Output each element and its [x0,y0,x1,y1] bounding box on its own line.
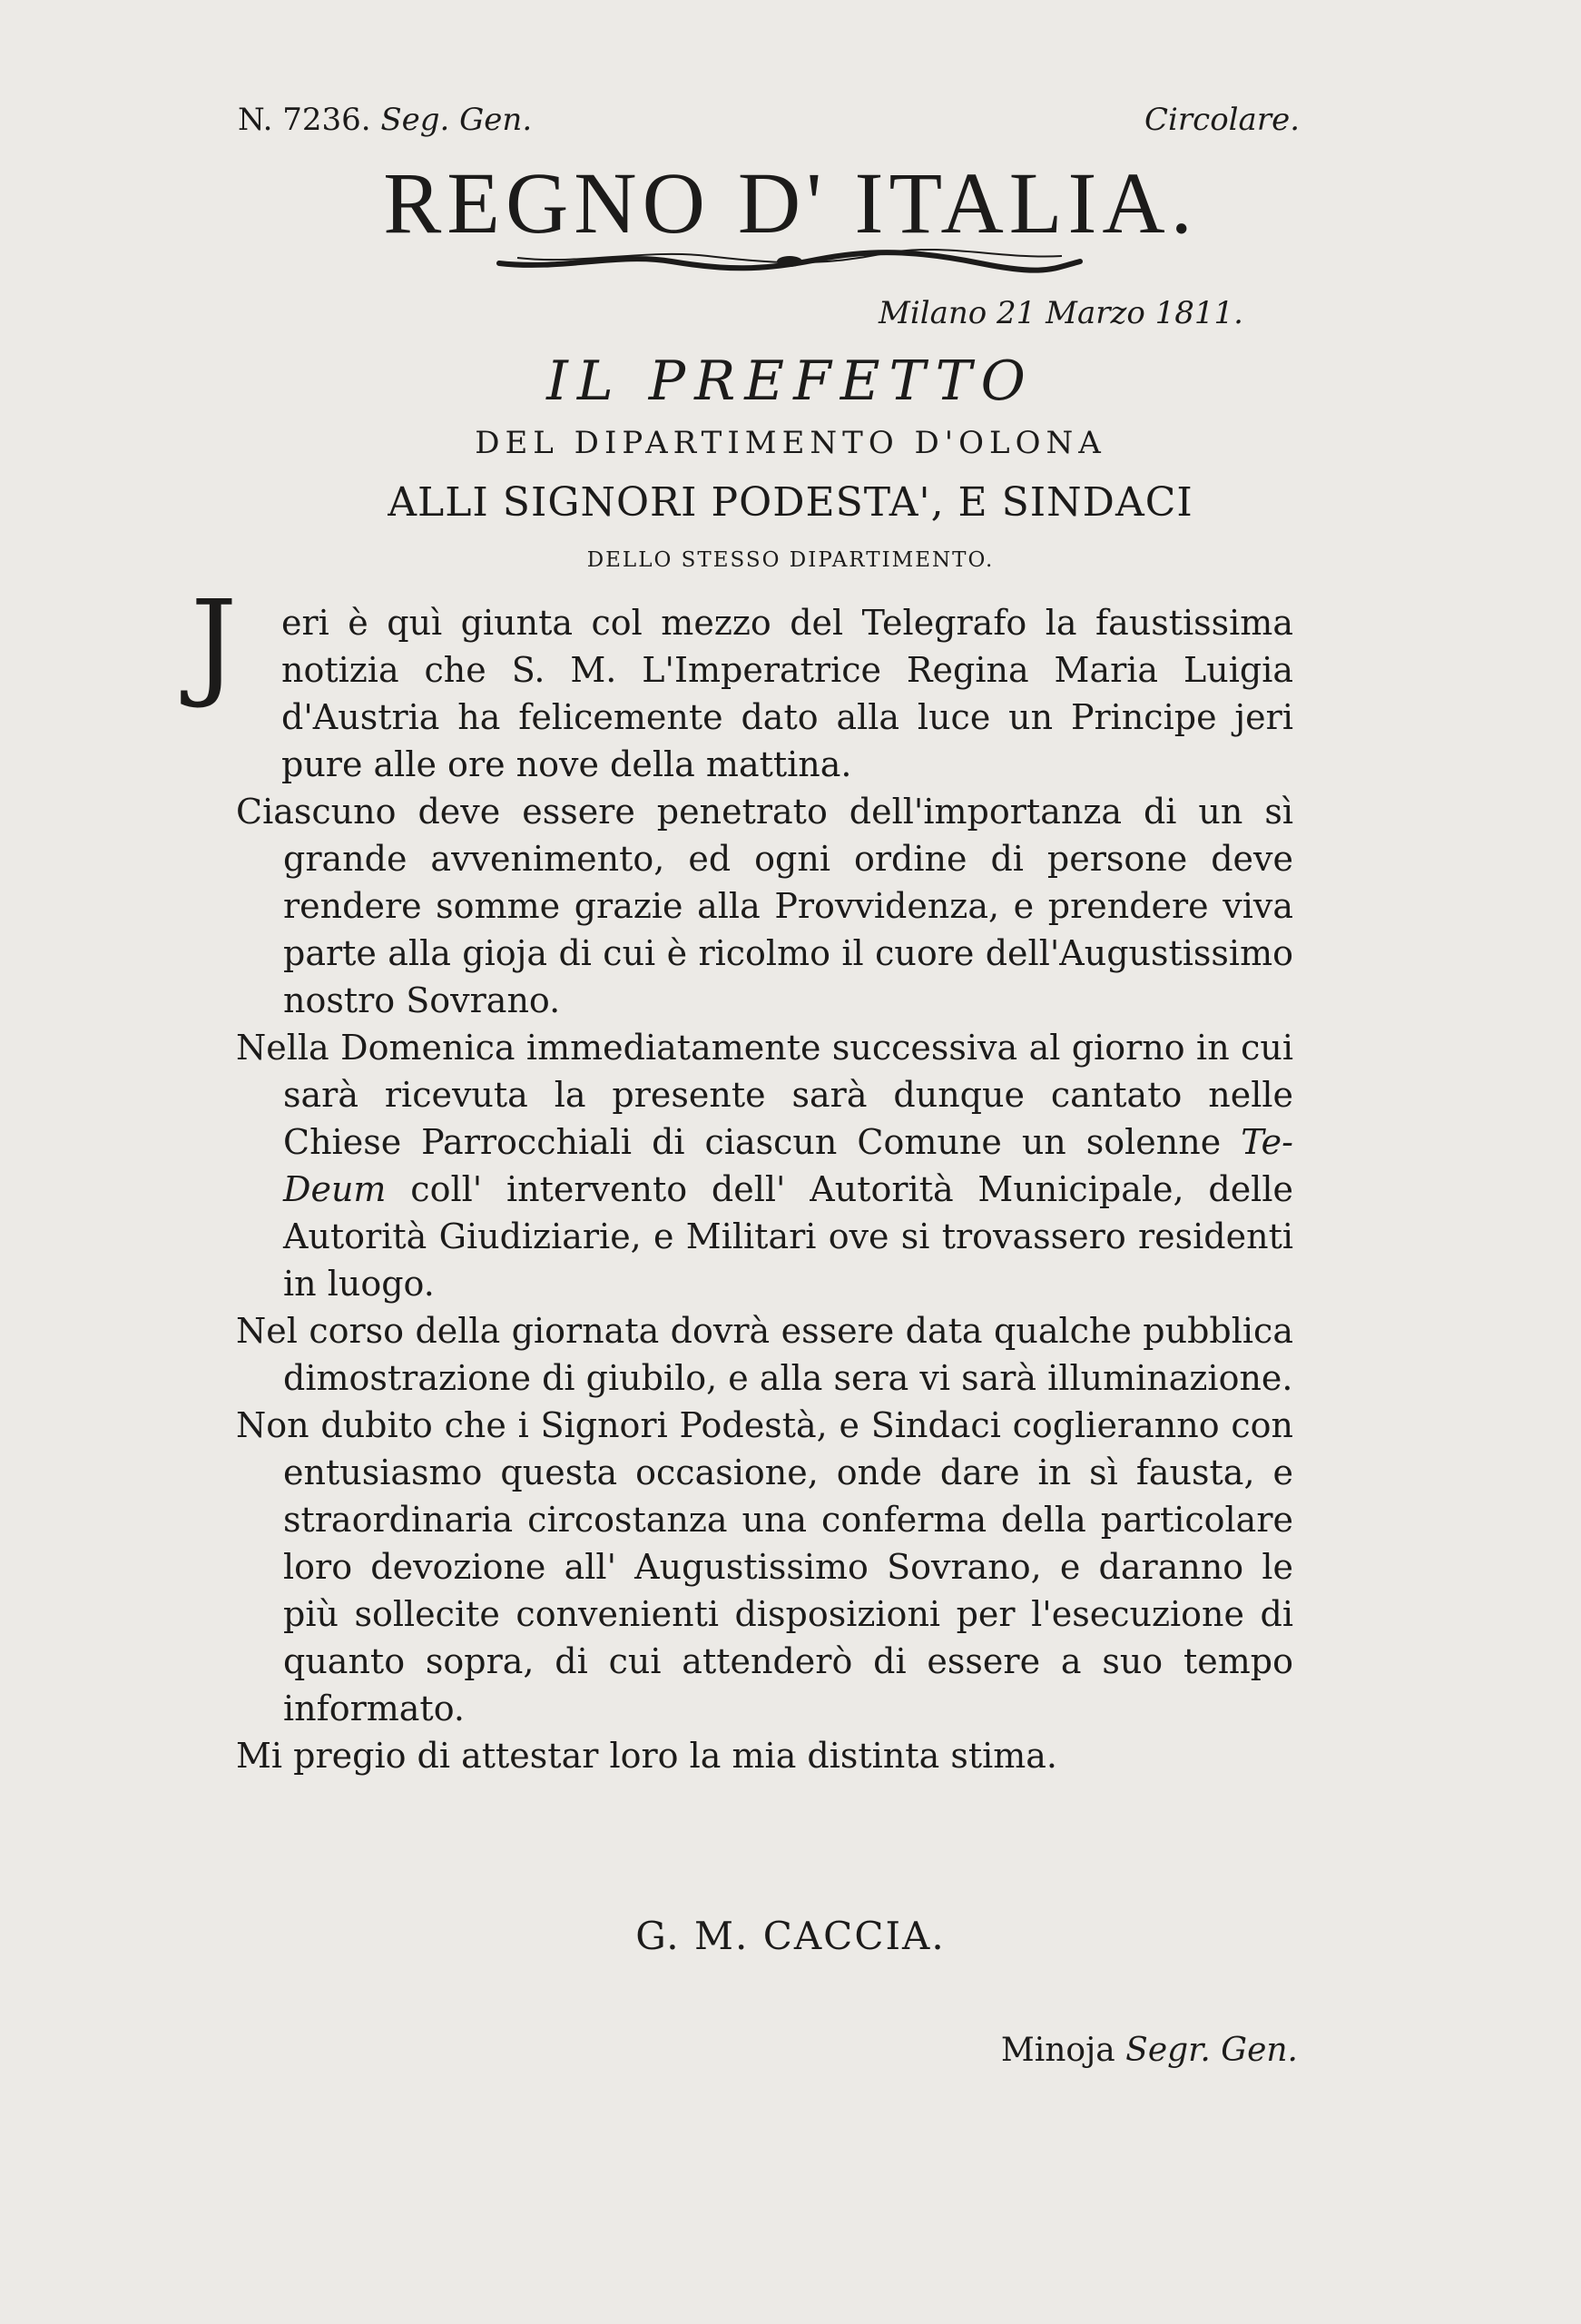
paragraph-6: Mi pregio di attestar loro la mia distinta stima. [236,1736,1058,1776]
drop-cap: J [191,576,238,712]
paragraph-1-text: eri è quì giunta col mezzo del Telegrafo la faustissima notizia che S. M. L'Imperatrice Regina Maria Luigia d'Austria ha felicemente dato alla luce un Principe jeri pure alle ore nove della mattina. [281,603,1293,784]
paragraph-3-text-a: Nella Domenica immediatamente successiva al giorno in cui sarà ricevuta la presente sarà dunque cantato nelle Chiese Parrocchiali di ciascun Comune un solenne [236,1028,1293,1162]
paragraph-1 [191,576,1293,788]
issuer-department: DEL DIPARTIMENTO D'OLONA [475,425,1106,461]
protocol-number: N. 7236. [238,102,371,138]
addressees-subheading: DELLO STESSO DIPARTIMENTO. [586,548,995,572]
paragraph-3-text-b: coll' intervento dell' Autorità Municipale, delle Autorità Giudiziarie, e Militari ove si trovassero residenti in luogo. [283,1169,1293,1304]
reference-number [238,102,532,138]
te-deum-emphasis: Te-Deum [283,1122,1293,1209]
paragraph-4: Nel corso della giornata dovrà essere data qualche pubblica dimostrazione di giubilo, e alla sera vi sarà illuminazione. [236,1311,1293,1398]
paragraph-3 [236,1024,1293,1307]
page-title: REGNO D' ITALIA. [383,154,1198,251]
paragraph-2: Ciascuno deve essere penetrato dell'importanza di un sì grande avvenimento, ed ogni ordine di persone deve rendere somme grazie alla Provvidenza, e prendere viva parte alla gioja di cui è ricolmo il cuore dell'Augustissimo nostro Sovrano. [236,792,1293,1020]
paragraph-5: Non dubito che i Signori Podestà, e Sindaci coglieranno con entusiasmo questa occasione, onde dare in sì fausta, e straordinaria circostanza una conferma della particolare loro devozione all' Augustissimo Sovrano, e daranno le più sollecite convenienti disposizioni per l'esecuzione di quanto sopra, di cui attenderò di essere a suo tempo informato. [236,1405,1293,1728]
signature: G. M. CACCIA. [635,1914,946,1958]
header-row [238,102,1300,147]
ornament-divider-icon [490,243,1089,280]
issuer-title: IL PREFETTO [546,350,1035,413]
secretary-line [1001,2032,1298,2069]
secretary-name: Minoja [1000,2032,1115,2069]
office-label: Seg. Gen. [380,102,533,138]
circular-body [191,576,1293,1779]
date-place: Milano 21 Marzo 1811. [879,295,1243,331]
document-type: Circolare. [1144,102,1300,138]
addressees-heading: ALLI SIGNORI PODESTA', E SINDACI [388,479,1193,526]
secretary-role: Segr. Gen. [1125,2032,1298,2069]
